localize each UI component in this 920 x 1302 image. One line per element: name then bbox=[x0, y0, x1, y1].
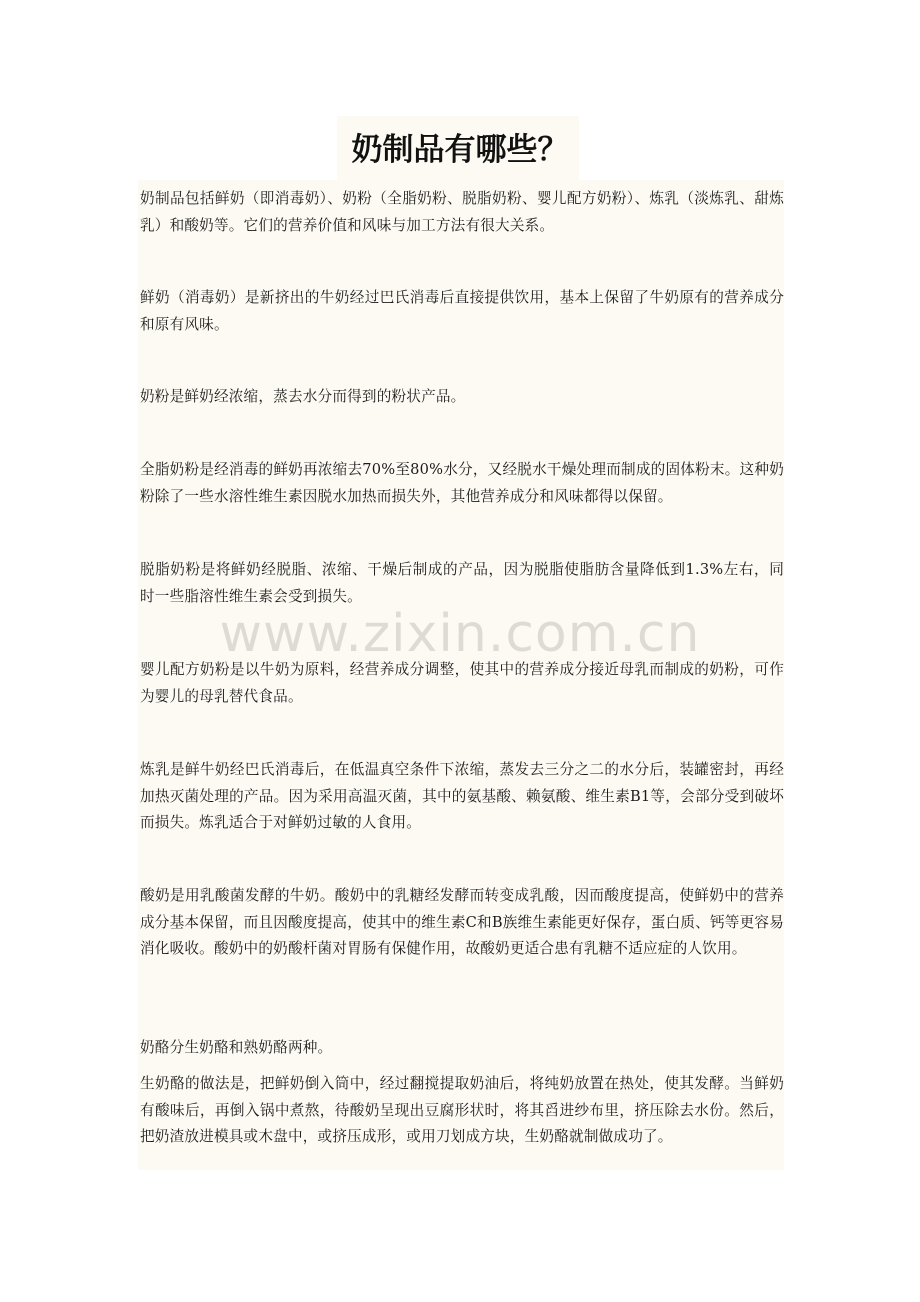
paragraph-whole-milk-powder: 全脂奶粉是经消毒的鲜奶再浓缩去70%至80%水分，又经脱水干燥处理而制成的固体粉末。这种奶粉除了一些水溶性维生素因脱水加热而损失外，其他营养成分和风味都得以保留。 bbox=[140, 461, 784, 505]
paragraph-raw-cheese: 生奶酪的做法是，把鲜奶倒入筒中，经过翻搅提取奶油后，将纯奶放置在热处，使其发酵。当鲜奶有酸味后，再倒入锅中煮熬，待酸奶呈现出豆腐形状时，将其舀进纱布里，挤压除去水份。然后，把奶渣放进模具或木盘中，或挤压成形，或用刀划成方块，生奶酪就制做成功了。 bbox=[140, 1075, 784, 1145]
paragraph-yogurt: 酸奶是用乳酸菌发酵的牛奶。酸奶中的乳糖经发酵而转变成乳酸，因而酸度提高，使鲜奶中的营养成分基本保留，而且因酸度提高，使其中的维生素C和B族维生素能更好保存，蛋白质、钙等更容易消化吸收。酸奶中的奶酸杆菌对胃肠有保健作用，故酸奶更适合患有乳糖不适应症的人饮用。 bbox=[140, 887, 784, 957]
paragraph-condensed-milk: 炼乳是鲜牛奶经巴氏消毒后，在低温真空条件下浓缩，蒸发去三分之二的水分后，装罐密封，再经加热灭菌处理的产品。因为采用高温灭菌，其中的氨基酸、赖氨酸、维生素B1等，会部分受到破坏而损失。炼乳适合于对鲜奶过敏的人食用。 bbox=[140, 761, 784, 831]
paragraph-milk-powder: 奶粉是鲜奶经浓缩，蒸去水分而得到的粉状产品。 bbox=[140, 388, 466, 405]
paragraph-cheese-types: 奶酪分生奶酪和熟奶酪两种。 bbox=[140, 1039, 333, 1056]
paragraph-fresh-milk: 鲜奶（消毒奶）是新挤出的牛奶经过巴氏消毒后直接提供饮用，基本上保留了牛奶原有的营养成分和原有风味。 bbox=[140, 289, 784, 333]
paragraph-skim-milk-powder: 脱脂奶粉是将鲜奶经脱脂、浓缩、干燥后制成的产品，因为脱脂使脂肪含量降低到1.3%左右，同时一些脂溶性维生素会受到损失。 bbox=[140, 561, 784, 605]
page-title: 奶制品有哪些？ bbox=[351, 132, 569, 168]
paragraph-intro: 奶制品包括鲜奶（即消毒奶）、奶粉（全脂奶粉、脱脂奶粉、婴儿配方奶粉）、炼乳（淡炼乳、甜炼乳）和酸奶等。它们的营养价值和风味与加工方法有很大关系。 bbox=[140, 190, 784, 234]
paragraph-infant-formula: 婴儿配方奶粉是以牛奶为原料，经营养成分调整，使其中的营养成分接近母乳而制成的奶粉，可作为婴儿的母乳替代食品。 bbox=[140, 661, 784, 705]
